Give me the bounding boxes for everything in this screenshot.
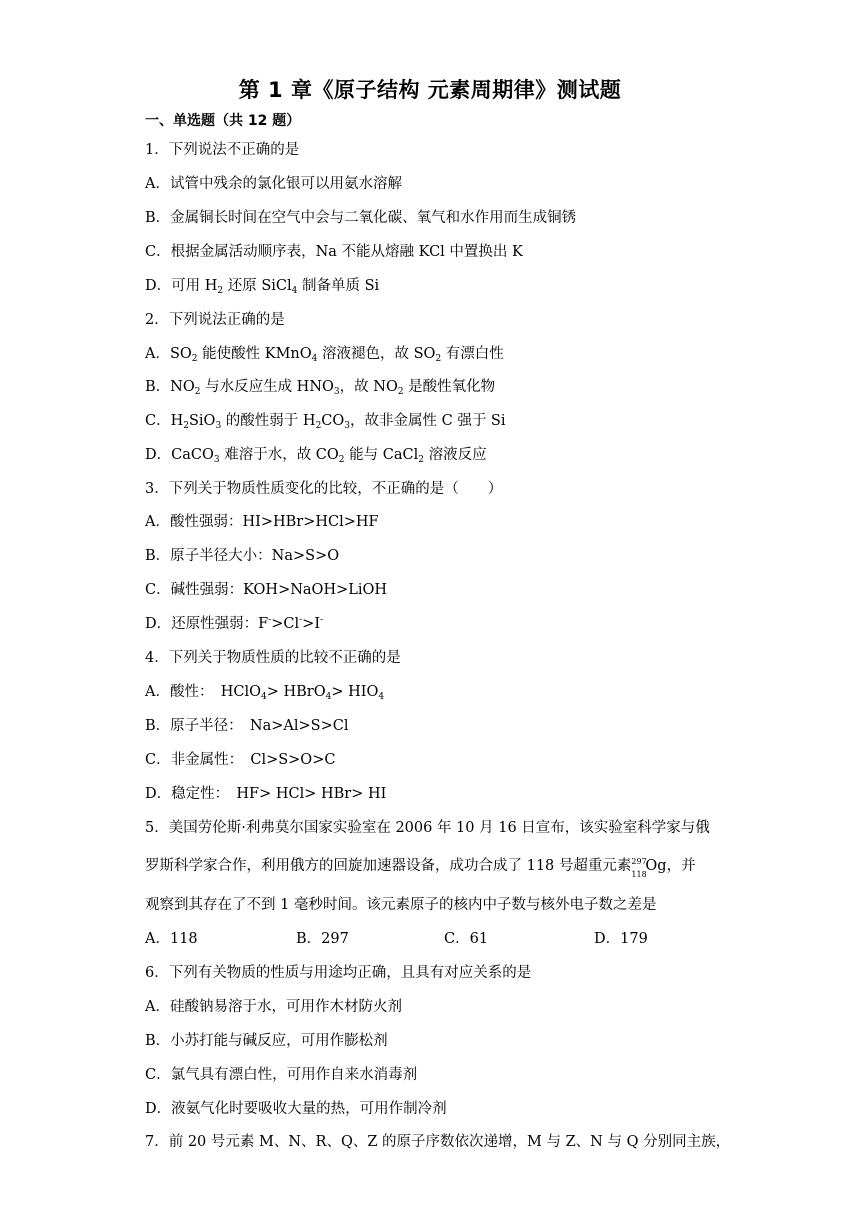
question-3-option-a: A．酸性强弱：HI>HBr>HCl>HF — [145, 514, 379, 530]
question-5-line-3: 观察到其存在了不到 1 毫秒时间。该元素原子的核内中子数与核外电子数之差是 — [145, 897, 657, 913]
question-3-option-d: D．还原性强弱：F->Cl->I- — [145, 615, 324, 632]
question-1-option-a: A．试管中残余的氯化银可以用氨水溶解 — [145, 176, 402, 192]
question-2-option-c: C．$H_2SiO_3$ 的酸性弱于 $H_2CO_3$，故非金属性 C 强于 Si — [145, 413, 506, 431]
question-4-option-c: C．非金属性： Cl>S>O>C — [145, 752, 336, 768]
question-4-option-d: D．稳定性： HF> HCl> HBr> HI — [145, 786, 387, 802]
question-6-option-c: C．氯气具有漂白性，可用作自来水消毒剂 — [145, 1067, 418, 1083]
question-3-option-b: B．原子半径大小：Na>S>O — [145, 548, 340, 564]
question-6-option-a: A．硅酸钠易溶于水，可用作木材防火剂 — [145, 999, 402, 1015]
question-5-line-1: 5．美国劳伦斯·利弗莫尔国家实验室在 2006 年 10 月 16 日宣布，该实验室科学家与俄 — [145, 820, 710, 836]
question-6-stem: 6．下列有关物质的性质与用途均正确，且具有对应关系的是 — [145, 965, 532, 981]
question-1-option-d: D．可用 $H_2$ 还原 SiCl$_4$ 制备单质 Si — [145, 278, 380, 296]
question-5-option-b: B．297 — [296, 931, 349, 947]
question-5-option-a: A．118 — [145, 931, 198, 947]
nuclide-notation: 297 118 — [631, 857, 647, 879]
question-5-option-d: D．179 — [594, 931, 648, 947]
question-6-option-d: D．液氨气化时要吸收大量的热，可用作制冷剂 — [145, 1101, 447, 1117]
question-2-option-a: A．$SO_2$ 能使酸性 KMnO$_4$ 溶液褪色，故 $SO_2$ 有漂白性 — [145, 346, 504, 364]
section-heading: 一、单选题（共 12 题） — [145, 113, 301, 129]
question-1-stem: 1．下列说法不正确的是 — [145, 142, 300, 158]
question-2-option-d: D．CaCO$_3$ 难溶于水，故 $CO_2$ 能与 CaCl$_2$ 溶液反应 — [145, 447, 487, 465]
question-1-option-b: B．金属铜长时间在空气中会与二氧化碳、氧气和水作用而生成铜锈 — [145, 210, 577, 226]
question-4-option-a: A．酸性： HClO$_4$> HBrO$_4$> $HIO_4$ — [145, 684, 385, 702]
question-2-stem: 2．下列说法正确的是 — [145, 312, 285, 328]
question-5-option-c: C．61 — [444, 931, 489, 947]
question-1-option-c: C．根据金属活动顺序表，Na 不能从熔融 KCl 中置换出 K — [145, 244, 523, 260]
question-3-option-c: C．碱性强弱：KOH>NaOH>LiOH — [145, 582, 388, 598]
document-title: 第 1 章《原子结构 元素周期律》测试题 — [238, 78, 622, 102]
question-6-option-b: B．小苏打能与碱反应，可用作膨松剂 — [145, 1033, 388, 1049]
question-4-stem: 4．下列关于物质性质的比较不正确的是 — [145, 650, 401, 666]
question-3-stem: 3．下列关于物质性质变化的比较，不正确的是（ ） — [145, 481, 503, 497]
question-2-option-b: B．$NO_2$ 与水反应生成 $HNO_3$，故 $NO_2$ 是酸性氧化物 — [145, 379, 496, 397]
question-5-line-2: 罗斯科学家合作，利用俄方的回旋加速器设备，成功合成了 118 号超重元素 297 118 Og，并 — [145, 857, 696, 879]
question-7-stem: 7．前 20 号元素 M、N、R、Q、Z 的原子序数依次递增，M 与 Z、N 与 Q 分别同主族， — [145, 1134, 731, 1150]
question-4-option-b: B．原子半径： Na>Al>S>Cl — [145, 718, 349, 734]
